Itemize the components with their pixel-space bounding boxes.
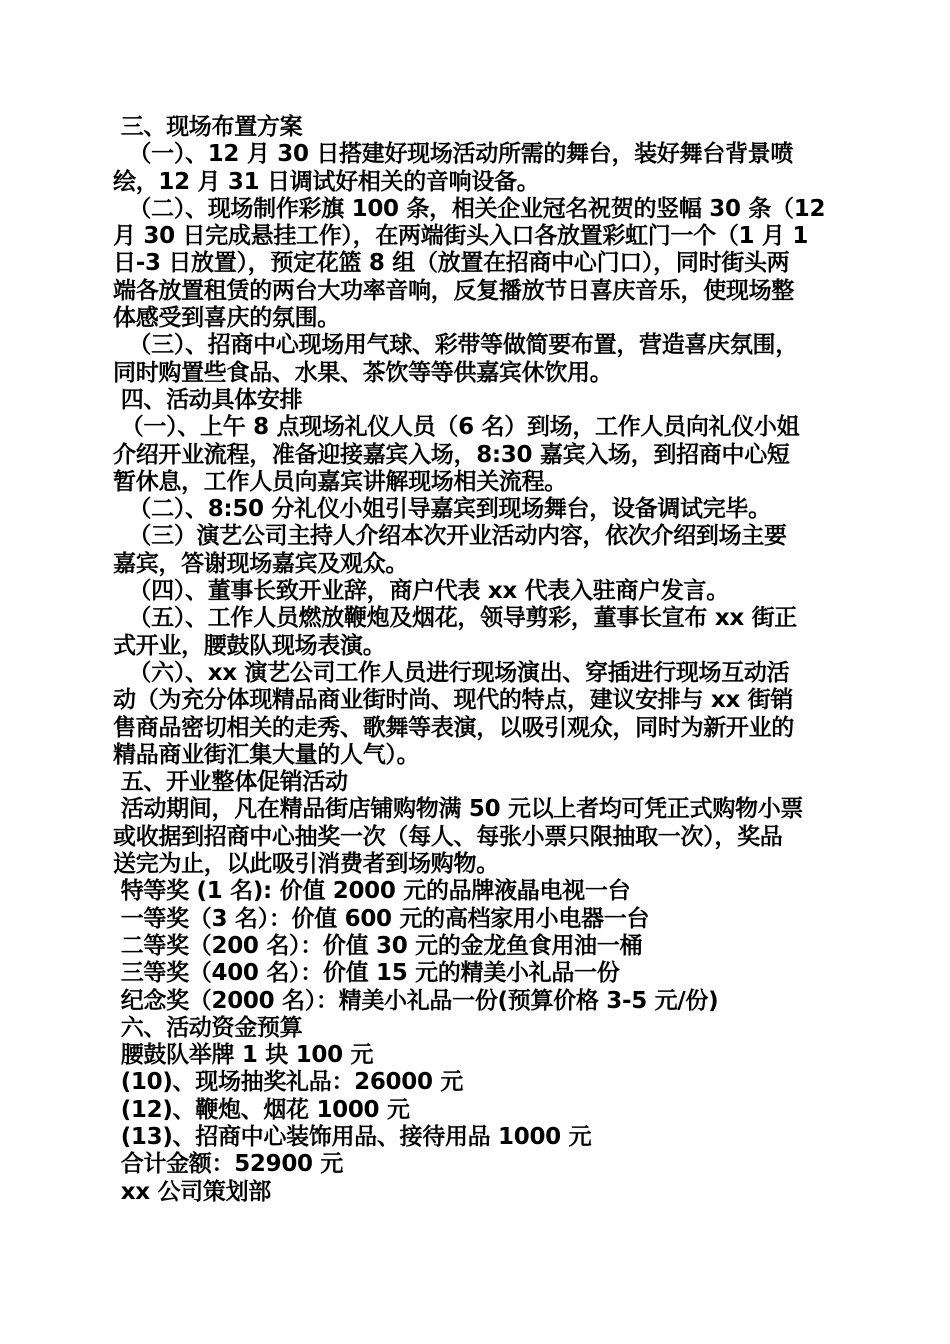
budget-line: (12)、鞭炮、烟花 1000 元 (113, 1096, 410, 1123)
paragraph-line: （一）、上午 8 点现场礼仪人员（6 名）到场，工作人员向礼仪小姐 (113, 414, 800, 441)
paragraph-line: （五）、工作人员燃放鞭炮及烟花，领导剪彩，董事长宣布 xx 街正 (113, 605, 798, 632)
section-heading-3: 三、现场布置方案 (113, 114, 303, 140)
paragraph-line: （四）、董事长致开业辞，商户代表 xx 代表入驻商户发言。 (113, 578, 729, 605)
paragraph-line: （六）、xx 演艺公司工作人员进行现场演出、穿插进行现场互动活 (113, 659, 790, 686)
paragraph-line: 动（为充分体现精品商业街时尚、现代的特点，建议安排与 xx 街销 (113, 687, 794, 714)
paragraph-line: 日-3 日放置），预定花篮 8 组（放置在招商中心门口），同时街头两 (113, 250, 790, 277)
budget-line: 腰鼓队举牌 1 块 100 元 (113, 1042, 374, 1069)
budget-line: (10)、现场抽奖礼品：26000 元 (113, 1069, 464, 1096)
document-body (113, 114, 838, 1206)
section-heading-6: 六、活动资金预算 (113, 1014, 303, 1041)
signature-line: xx 公司策划部 (113, 1178, 271, 1205)
section-heading-5: 五、开业整体促销活动 (113, 769, 348, 796)
paragraph-line: （三）、招商中心现场用气球、彩带等做简要布置，营造喜庆氛围， (113, 332, 798, 359)
paragraph-line: 月 30 日完成悬挂工作），在两端街头入口各放置彩虹门一个（1 月 1 (113, 223, 809, 250)
paragraph-line: 端各放置租赁的两台大功率音响，反复播放节日喜庆音乐，使现场整 (113, 277, 795, 304)
paragraph-line: 绘，12 月 31 日调试好相关的音响设备。 (113, 168, 540, 195)
paragraph-line: 送完为止，以此吸引消费者到场购物。 (113, 851, 499, 878)
prize-line: 纪念奖（2000 名）：精美小礼品一份(预算价格 3-5 元/份) (113, 987, 719, 1014)
paragraph-line: （二）、8:50 分礼仪小姐引导嘉宾到现场舞台，设备调试完毕。 (113, 496, 771, 523)
paragraph-line: 精品商业街汇集大量的人气）。 (113, 741, 420, 768)
paragraph-line: 同时购置些食品、水果、茶饮等等供嘉宾休饮用。 (113, 359, 613, 386)
prize-line: 二等奖（200 名）：价值 30 元的金龙鱼食用油一桶 (113, 932, 643, 959)
paragraph-line: 活动期间，凡在精品街店铺购物满 50 元以上者均可凭正式购物小票 (113, 796, 804, 823)
prize-line: 特等奖 (1 名): 价值 2000 元的品牌液晶电视一台 (113, 878, 631, 905)
budget-line: (13)、招商中心装饰用品、接待用品 1000 元 (113, 1123, 592, 1150)
paragraph-line: （三）演艺公司主持人介绍本次开业活动内容，依次介绍到场主要 (113, 523, 787, 550)
prize-line: 三等奖（400 名）：价值 15 元的精美小礼品一份 (113, 960, 620, 987)
paragraph-line: 式开业，腰鼓队现场表演。 (113, 632, 386, 659)
paragraph-line: （二）、现场制作彩旗 100 条，相关企业冠名祝贺的竖幅 30 条（12 (113, 195, 826, 222)
total-line: 合计金额：52900 元 (113, 1151, 344, 1178)
section-heading-4: 四、活动具体安排 (113, 386, 303, 413)
paragraph-line: 或收据到招商中心抽奖一次（每人、每张小票只限抽取一次），奖品 (113, 823, 783, 850)
prize-line: 一等奖（3 名）：价值 600 元的高档家用小电器一台 (113, 905, 650, 932)
paragraph-line: 介绍开业流程，准备迎接嘉宾入场，8:30 嘉宾入场，到招商中心短 (113, 441, 790, 468)
paragraph-line: 售商品密切相关的走秀、歌舞等表演，以吸引观众，同时为新开业的 (113, 714, 795, 741)
paragraph-line: 体感受到喜庆的氛围。 (113, 305, 341, 332)
paragraph-line: 嘉宾，答谢现场嘉宾及观众。 (113, 550, 409, 577)
paragraph-line: 暂休息，工作人员向嘉宾讲解现场相关流程。 (113, 468, 568, 495)
paragraph-line: （一）、12 月 30 日搭建好现场活动所需的舞台，装好舞台背景喷 (113, 141, 794, 168)
